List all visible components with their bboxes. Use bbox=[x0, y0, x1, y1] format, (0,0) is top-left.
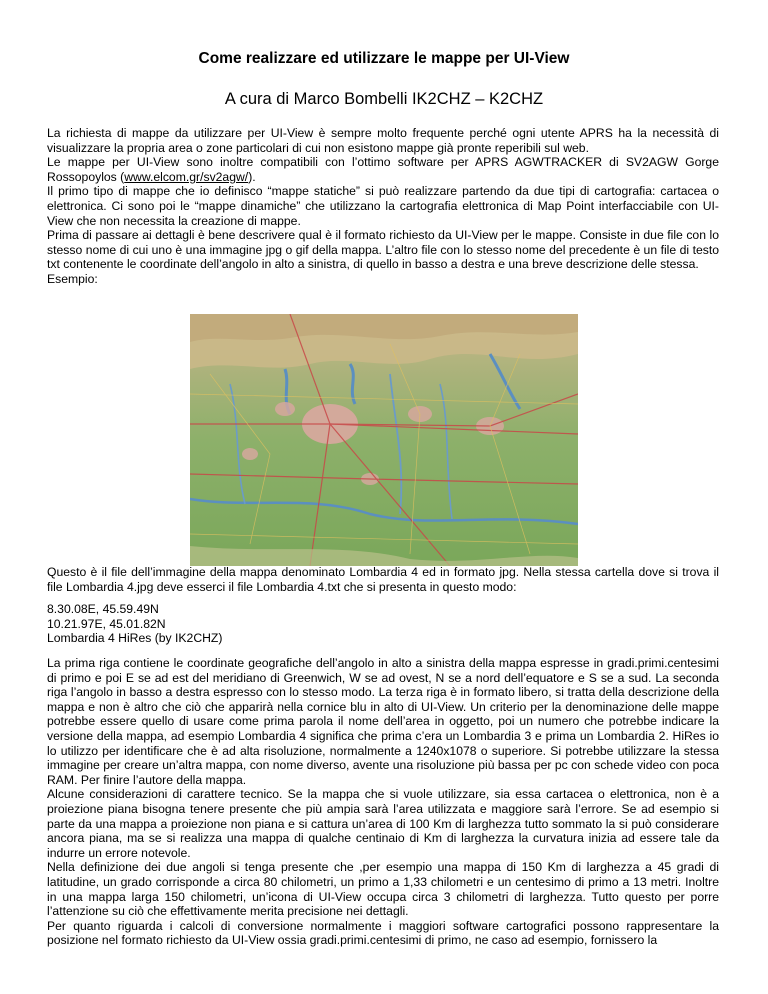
map-description-paragraph: Questo è il file dell’immagine della mappa denominato Lombardia 4 ed in formato jpg. Nella stessa cartella dove si trova il file Lombardia 4.jpg deve esserci il file Lombardia 4.txt che si presenta in questo modo: bbox=[47, 565, 719, 594]
coords-line-bottom-right: 10.21.97E, 45.01.82N bbox=[47, 616, 166, 631]
intro-paragraph-2-text: Le mappe per UI-View sono inoltre compatibili con l’ottimo software per APRS AGWTRACKER di SV2AGW Gorge Rossopoylos ( bbox=[47, 155, 719, 184]
details-paragraph-2: Alcune considerazioni di carattere tecnico. Se la mappa che si vuole utilizzare, sia essa cartacea o elettronica, non è a proiezione piana bisogna tenere presente che più ampia sarà l’area utilizzata e maggiore sarà l’errore. Se ad esempio si parte da una mappa a proiezione non piana e si cattura un’area di 100 Km di larghezza tutto sommato la si può considerare ancora piana, ma se si realizza una mappa di qualche centinaio di Km di larghezza la curvatura inizia ad essere tale da indurre un errore notevole. bbox=[47, 787, 719, 860]
intro-paragraph-2-end: ). bbox=[248, 169, 256, 184]
intro-section bbox=[47, 126, 719, 287]
intro-paragraph-4: Prima di passare ai dettagli è bene descrivere qual è il formato richiesto da UI-View per le mappe. Consiste in due file con lo stesso nome di cui uno è una immagine jpg o gif della mappa. L’altro file con lo stesso nome del precedente è un file di testo txt contenente le coordinate dell’angolo in alto a sinistra, di quello in basso a destra e una breve descrizione delle stessa. bbox=[47, 228, 719, 272]
intro-paragraph-3: Il primo tipo di mappe che io definisco “mappe statiche” si può realizzare partendo da due tipi di cartografia: cartacea o elettronica. Ci sono poi le “mappe dinamiche” che utilizzano la cartografia elettronica di Map Point interfacciabile con UI-View che non necessita la creazione di mappe. bbox=[47, 184, 719, 228]
coordinates-block bbox=[47, 602, 222, 646]
sv2agw-link[interactable]: www.elcom.gr/sv2agw/ bbox=[124, 169, 249, 184]
coords-line-description: Lombardia 4 HiRes (by IK2CHZ) bbox=[47, 631, 223, 646]
details-paragraph-1: La prima riga contiene le coordinate geografiche dell’angolo in alto a sinistra della mappa espresse in gradi.primi.centesimi di primo e poi E se ad est del meridiano di Greenwich, W se ad ovest, N se a nord dell’equatore e S se a sud. La seconda riga l’angolo in basso a destra espresso con lo stesso modo. La terza riga è in formato libero, si tratta della descrizione della mappa e non è altro che ciò che apparirà nella cornice blu in alto di UI-View. Un criterio per la denominazione delle mappe potrebbe essere quello di usare come prima parola il nome dell’area in oggetto, poi un numero che potrebbe indicare la versione della mappa, ad esempio Lombardia 4 significa che prima c’era un Lombardia 3 e prima un Lombardia 2. HiRes io lo utilizzo per identificare che è ad alta risoluzione, normalmente a 1240x1078 o superiore. Si potrebbe utilizzare la stessa immagine per creare un’altra mappa, con nome diverso, avente una risoluzione più bassa per pc con schede video con poca RAM. Per finire l’autore della mappa. bbox=[47, 656, 719, 787]
coords-line-top-left: 8.30.08E, 45.59.49N bbox=[47, 602, 159, 616]
intro-paragraph-2 bbox=[47, 155, 719, 184]
intro-paragraph-1: La richiesta di mappe da utilizzare per UI-View è sempre molto frequente perché ogni utente APRS ha la necessità di visualizzare la propria area o zone particolari di cui non esistono mappe già pronte reperibili sul web. bbox=[47, 126, 719, 155]
lombardia-map-image bbox=[190, 314, 578, 566]
document-subtitle: A cura di Marco Bombelli IK2CHZ – K2CHZ bbox=[224, 90, 544, 108]
details-section bbox=[47, 656, 719, 948]
intro-paragraph-5: Esempio: bbox=[47, 271, 98, 286]
details-paragraph-4: Per quanto riguarda i calcoli di conversione normalmente i maggiori software cartografici possono rappresentare la posizione nel formato richiesto da UI-View ossia gradi.primi.centesimi di primo, ne caso ad esempio, fornissero la bbox=[47, 918, 719, 948]
details-paragraph-3: Nella definizione dei due angoli si tenga presente che ,per esempio una mappa di 150 Km di larghezza a 45 gradi di latitudine, un grado corrisponde a circa 80 chilometri, un primo a 1,33 chilometri e un centesimo di primo a 13 metri. Inoltre in una mappa larga 150 chilometri, un’icona di UI-View occupa circa 3 chilometri di larghezza. Tutto questo per porre l’attenzione su ciò che effettivamente merita precisione nei dettagli. bbox=[47, 860, 719, 919]
document-title: Come realizzare ed utilizzare le mappe per UI-View bbox=[198, 50, 570, 67]
